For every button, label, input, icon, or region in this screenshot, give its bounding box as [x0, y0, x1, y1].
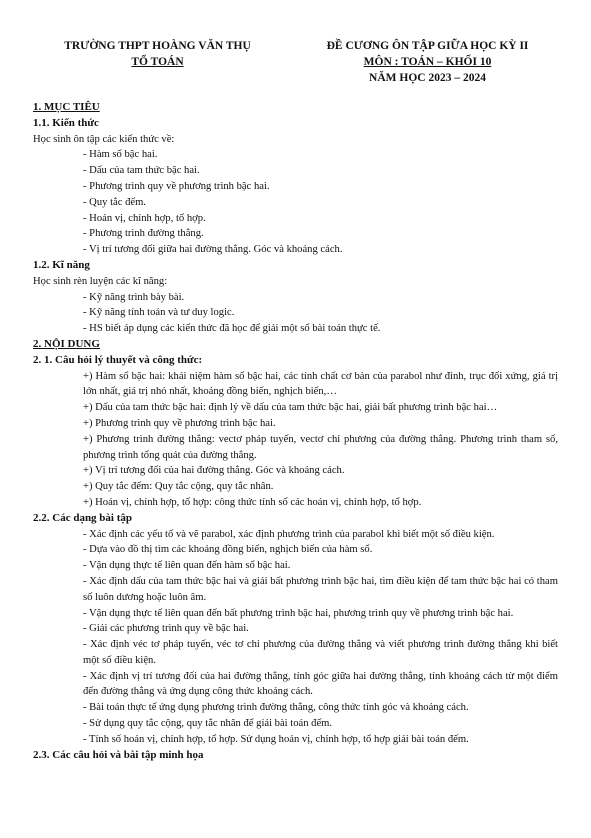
list-item: - Hàm số bậc hai. — [83, 149, 158, 161]
subject-line: MÔN : TOÁN – KHỐI 10 — [363, 56, 492, 68]
theory-list — [33, 369, 558, 511]
knowledge-intro: Học sinh ôn tập các kiến thức về: — [33, 133, 175, 145]
list-item: +) Quy tắc đếm: Quy tắc cộng, quy tắc nhân. — [83, 481, 274, 493]
list-item: - Xác định các yếu tố và vẽ parabol, xác định phương trình của parabol khi biết một số điều kiện. — [83, 528, 495, 540]
list-item: - Dấu của tam thức bậc hai. — [83, 165, 200, 177]
heading-2-2: 2.2. Các dạng bài tập — [33, 511, 133, 524]
list-item: - Xác định vị trí tương đối của hai đường thẳng, tính góc giữa hai đường thẳng, tính khoảng cách từ một điểm đến đường thẳng và ứng dụng công thức khoảng cách. — [83, 670, 558, 698]
list-item: - Bài toán thực tế ứng dụng phương trình đường thẳng, công thức tính góc và khoảng cách. — [83, 702, 469, 714]
list-item: - Vận dụng thực tế liên quan đến hàm số bậc hai. — [83, 560, 291, 572]
list-item: - Tính số hoán vị, chỉnh hợp, tổ hợp. Sử dụng hoán vị, chỉnh hợp, tổ hợp giải bài toán đếm. — [83, 733, 469, 745]
heading-2: 2. NỘI DUNG — [33, 337, 100, 350]
heading-1: 1. MỤC TIÊU — [33, 101, 100, 113]
document-title: ĐỀ CƯƠNG ÔN TẬP GIỮA HỌC KỲ II — [326, 40, 529, 52]
list-item: - Vị trí tương đối giữa hai đường thẳng. Góc và khoảng cách. — [83, 244, 343, 256]
knowledge-list — [33, 147, 558, 258]
list-item: - Phương trình đường thẳng. — [83, 228, 204, 240]
header-right — [300, 38, 555, 86]
list-item: - Phương trình quy về phương trình bậc hai. — [83, 180, 270, 192]
list-item: - HS biết áp dụng các kiến thức đã học để giải một số bài toán thực tế. — [83, 323, 381, 335]
list-item: - Giải các phương trình quy về bậc hai. — [83, 623, 249, 635]
list-item: +) Hàm số bậc hai: khái niệm hàm số bậc hai, các tính chất cơ bản của parabol như đỉnh, trục đối xứng, giá trị lớn nhất, giá trị nhỏ nhất, khoảng đồng biến, nghịch biến,… — [83, 370, 558, 398]
school-year: NĂM HỌC 2023 – 2024 — [369, 72, 486, 84]
skills-intro: Học sinh rèn luyện các kĩ năng: — [33, 275, 168, 287]
list-item: - Sử dụng quy tắc cộng, quy tắc nhân để giải bài toán đếm. — [83, 718, 333, 730]
heading-1-2: 1.2. Kĩ năng — [33, 258, 90, 271]
list-item: +) Dấu của tam thức bậc hai: định lý về dấu của tam thức bậc hai, giải bất phương trình bậc hai… — [83, 402, 498, 414]
list-item: - Vận dụng thực tế liên quan đến bất phương trình bậc hai, phương trình quy về phương trình bậc hai. — [83, 607, 514, 619]
list-item: - Dựa vào đồ thị tìm các khoảng đồng biến, nghịch biến của hàm số. — [83, 544, 373, 556]
document-body — [33, 100, 558, 763]
skills-list — [33, 290, 558, 337]
heading-1-1: 1.1. Kiến thức — [33, 116, 99, 129]
exercise-types-list — [33, 527, 558, 748]
header-left — [40, 38, 275, 70]
list-item: - Xác định véc tơ pháp tuyến, véc tơ chỉ phương của đường thẳng và viết phương trình đường thẳng khi biết một số điều kiện. — [83, 639, 558, 666]
list-item: - Kỹ năng trình bày bài. — [83, 291, 185, 303]
list-item: - Xác định dấu của tam thức bậc hai và giải bất phương trình bậc hai, tìm điều kiện để tam thức bậc hai có tham số luôn dương hoặc luôn âm. — [83, 575, 558, 603]
department-name: TỔ TOÁN — [131, 56, 184, 68]
heading-2-1: 2. 1. Câu hỏi lý thuyết và công thức: — [33, 353, 203, 366]
list-item: +) Vị trí tương đối của hai đường thẳng. Góc và khoảng cách. — [83, 465, 345, 477]
list-item: +) Phương trình quy về phương trình bậc hai. — [83, 417, 276, 429]
school-name: TRƯỜNG THPT HOÀNG VĂN THỤ — [64, 40, 251, 52]
list-item: - Hoán vị, chỉnh hợp, tổ hợp. — [83, 212, 206, 224]
list-item: +) Phương trình đường thẳng: vectơ pháp tuyến, vectơ chỉ phương của đường thẳng. Phương trình tham số, phương trình tổng quát của đường thẳng. — [83, 433, 558, 461]
list-item: +) Hoán vị, chỉnh hợp, tổ hợp: công thức tính số các hoán vị, chỉnh hợp, tổ hợp. — [83, 496, 422, 508]
list-item: - Quy tắc đếm. — [83, 196, 146, 208]
list-item: - Kỹ năng tính toán và tư duy logic. — [83, 307, 235, 319]
heading-2-3: 2.3. Các câu hỏi và bài tập minh họa — [33, 748, 204, 761]
